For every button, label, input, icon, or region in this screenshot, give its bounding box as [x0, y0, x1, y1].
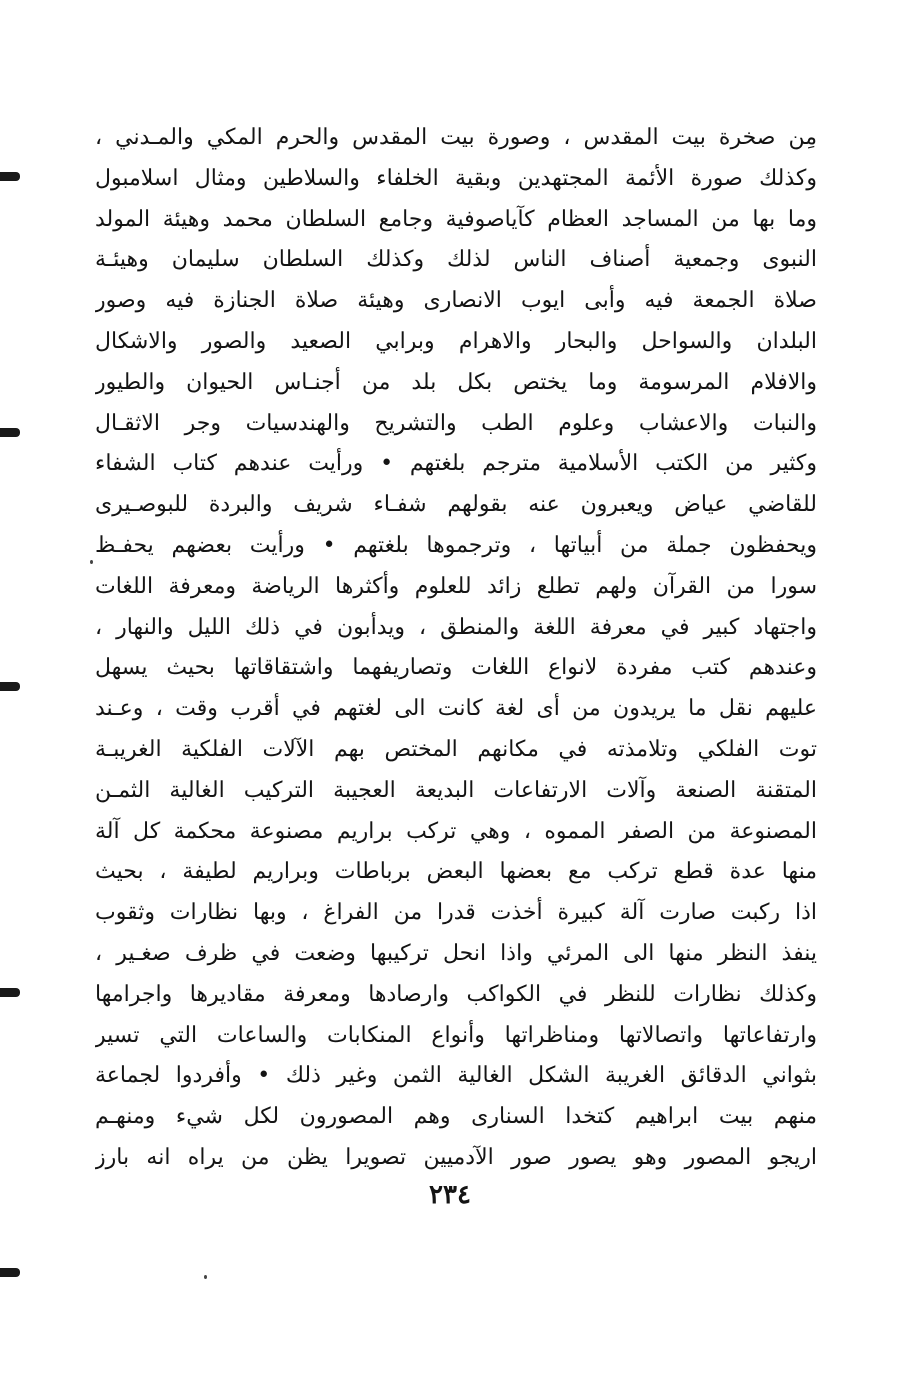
text-line: مِن صخرة بيت المقدس ، وصورة بيت المقدس والحرم المكي والمـدني ، [95, 125, 817, 150]
text-line: وكذلك نظارات للنظر في الكواكب وارصادها ومعرفة مقاديرها واجرامها [95, 981, 817, 1007]
text-line: اريجو المصور وهو يصور صور الآدميين تصويرا يظن من يراه انه بارز [95, 1144, 817, 1170]
text-line: وكذلك صورة الأئمة المجتهدين وبقية الخلفاء والسلاطين ومثال اسلامبول [95, 165, 817, 191]
text-line: توت الفلكي وتلامذته في مكانهم المختص بهم الآلات الفلكية الغريبـة [95, 736, 817, 762]
text-line: ويحفظون جملة من أبياتها ، وترجموها بلغتهم • ورأيت بعضهم يحفـظ [95, 532, 817, 558]
scan-margin-mark [0, 1268, 20, 1277]
text-line: واجتهاد كبير في معرفة اللغة والمنطق ، ويدأبون في ذلك الليل والنهار ، [95, 614, 817, 640]
body-text [95, 118, 817, 1179]
text-line: المصنوعة من الصفر المموه ، وهي تركب براريم مصنوعة محكمة كل آلة [95, 818, 817, 844]
text-line: اذا ركبت صارت آلة كبيرة أخذت قدرا من الفراغ ، وبها نظارات وثقوب [95, 900, 817, 926]
scan-speck [90, 560, 93, 564]
page-number: ٢٣٤ [429, 1180, 471, 1210]
scan-margin-mark [0, 682, 20, 691]
text-line: صلاة الجمعة فيه وأبى ايوب الانصارى وهيئة صلاة الجنازة فيه وصور [95, 288, 817, 314]
scan-margin-mark [0, 428, 20, 437]
text-line: بثواني الدقائق الغريبة الشكل الغالية الثمن وغير ذلك • وأفردوا لجماعة [95, 1063, 817, 1089]
text-line: عليهم نقل ما يريدون من أى لغة كانت الى لغتهم في أقرب وقت ، وعـند [95, 696, 817, 722]
text-line: وارتفاعاتها واتصالاتها ومناظراتها وأنواع المنكابات والساعات التي تسير [95, 1022, 817, 1048]
text-line: المتقنة الصنعة وآلات الارتفاعات البديعة العجيبة التركيب الغالية الثمـن [95, 777, 817, 803]
text-line: النبوى وجمعية أصناف الناس لذلك وكذلك السلطان سليمان وهيئـة [95, 247, 817, 273]
text-line: منهم بيت ابراهيم كتخدا السنارى وهم المصورون لكل شيء ومنهـم [95, 1104, 817, 1130]
text-line: سورا من القرآن ولهم تطلع زائد للعلوم وأكثرها الرياضة ومعرفة اللغات [95, 573, 817, 599]
text-line: والافلام المرسومة وما يختص بكل بلد من أجنـاس الحيوان والطيور [95, 369, 817, 395]
scan-margin-mark [0, 988, 20, 997]
text-line: منها عدة قطع تركب مع بعضها البعض برباطات وبراريم لطيفة ، بحيث [95, 859, 817, 885]
scan-speck [204, 1275, 207, 1279]
text-line: البلدان والسواحل والبحار والاهرام وبرابي الصعيد والصور والاشكال [95, 328, 817, 354]
text-line: وكثير من الكتب الأسلامية مترجم بلغتهم • ورأيت عندهم كتاب الشفاء [95, 451, 817, 477]
text-line: وما بها من المساجد العظام كآياصوفية وجامع السلطان محمد وهيئة المولد [95, 206, 817, 232]
text-line: للقاضي عياض ويعبرون عنه بقولهم شفـاء شريف والبردة للبوصـيرى [95, 492, 817, 518]
text-line: ينفذ النظر منها الى المرئي واذا انحل تركيبها وضعت في ظرف صغـير ، [95, 940, 817, 966]
text-line: وعندهم كتب مفردة لانواع اللغات وتصاريفهما واشتقاقاتها بحيث يسهل [95, 655, 817, 681]
scan-margin-mark [0, 172, 20, 181]
text-line: والنبات والاعشاب وعلوم الطب والتشريح والهندسيات وجر الاثقـال [95, 410, 817, 436]
